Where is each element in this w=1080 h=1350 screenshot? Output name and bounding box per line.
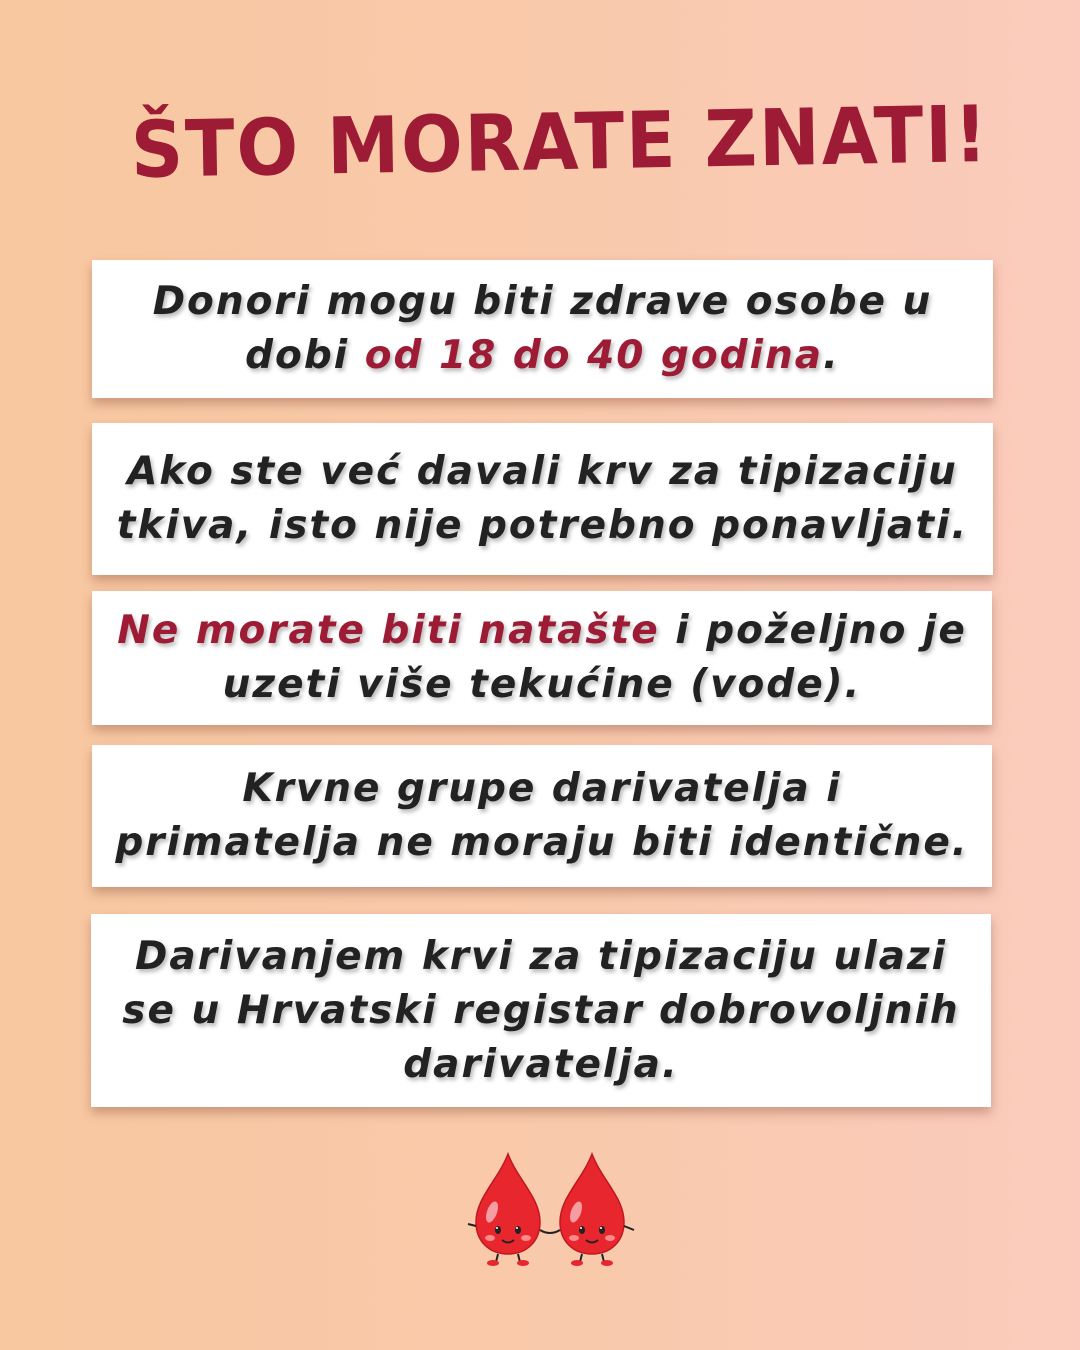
left-blood-drop-icon <box>468 1154 540 1266</box>
info-card-text: Krvne grupe darivatelja i primatelja ne moraju biti identične. <box>115 766 969 865</box>
blood-drop-characters-icon <box>462 1150 648 1270</box>
info-card-text: Donori mogu biti zdrave osobe u dobi od 18 do 40 godina. <box>152 279 933 378</box>
info-card-text: Ne morate biti natašte i poželjno je uzeti više tekućine (vode). <box>117 608 967 707</box>
highlight-age-range: od 18 do 40 godina <box>364 333 824 378</box>
page-title: ŠTO MORATE ZNATI! <box>130 89 990 197</box>
info-card-registry <box>91 914 991 1107</box>
info-card-blood-groups <box>92 745 992 887</box>
highlight-fasting: Ne morate biti natašte <box>117 608 660 653</box>
info-card-text: Darivanjem krvi za tipizaciju ulazi se u Hrvatski registar dobrovoljnih darivatelja. <box>122 933 960 1087</box>
info-card-text: Ako ste već davali krv za tipizaciju tkiva, isto nije potrebno ponavljati. <box>116 449 969 548</box>
right-blood-drop-icon <box>560 1154 634 1266</box>
info-card-age <box>92 260 993 398</box>
info-card-fasting <box>92 591 992 725</box>
info-card-tissue-typing <box>92 423 993 575</box>
